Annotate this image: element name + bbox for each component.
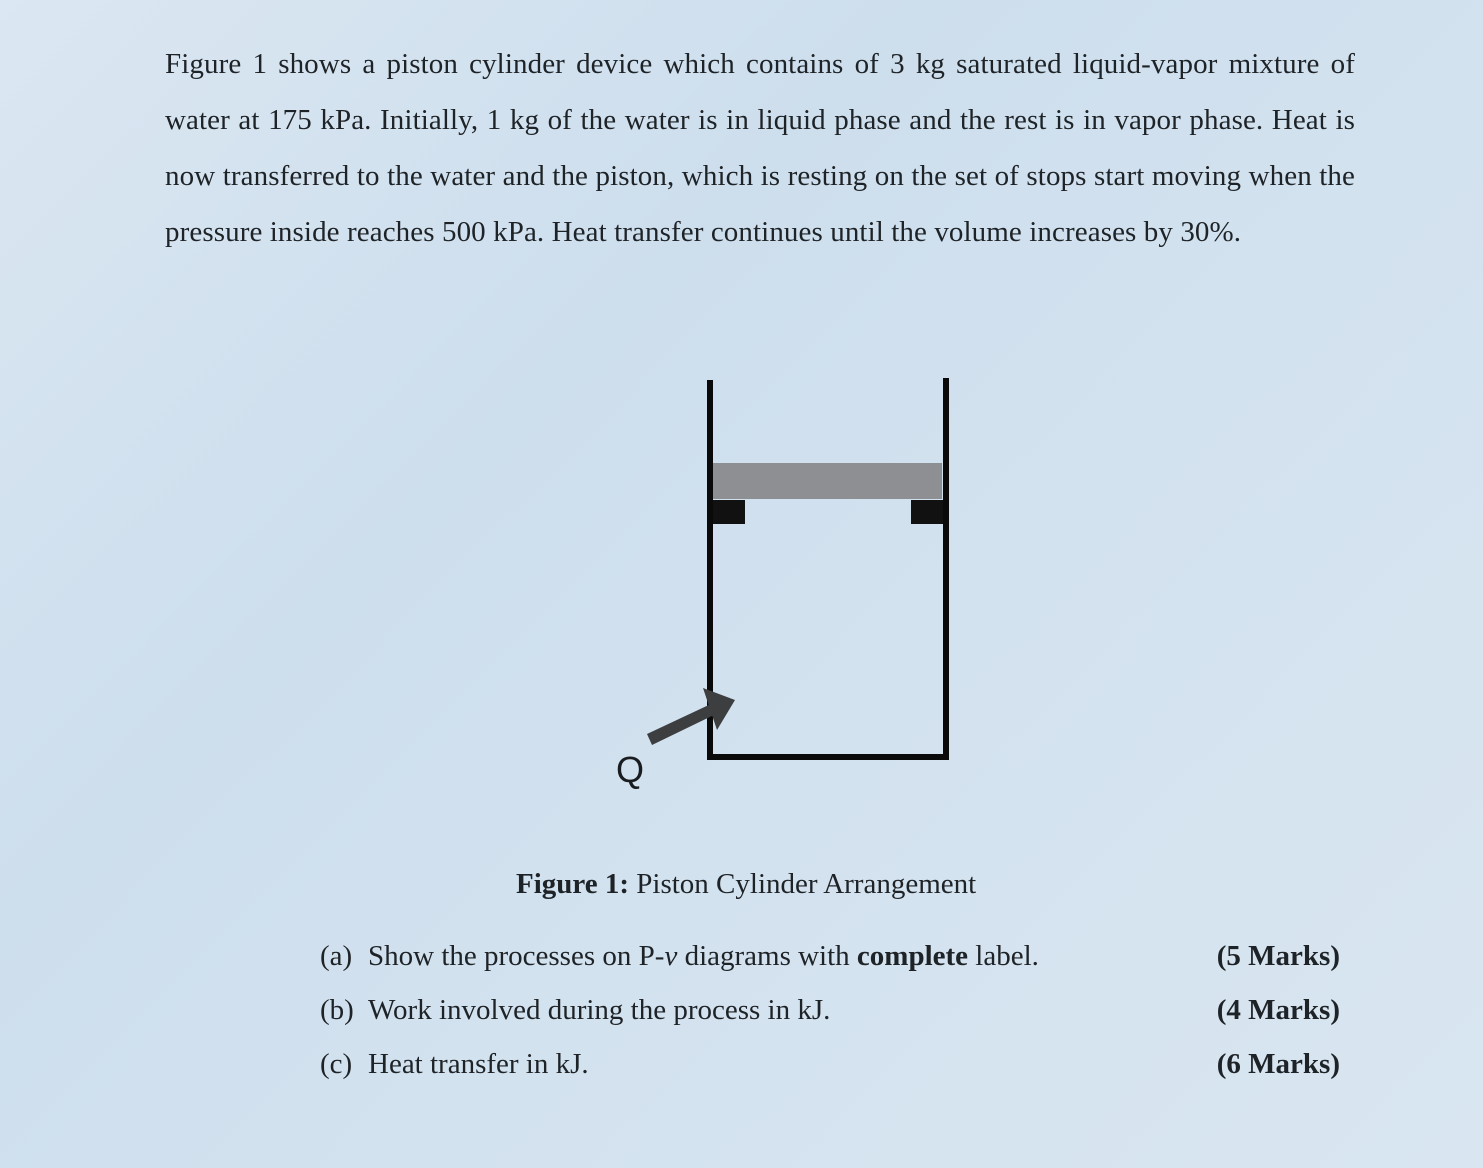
question-letter: (b)	[320, 994, 354, 1026]
question-text-part: label.	[968, 940, 1039, 972]
question-marks: (6 Marks)	[1216, 1048, 1340, 1080]
piston-cylinder-figure	[600, 370, 1000, 810]
piston-cylinder-diagram	[600, 370, 1000, 810]
question-b	[320, 990, 1340, 1044]
piston	[713, 463, 942, 499]
pv-v: v	[664, 940, 678, 972]
question-text-part: diagrams with	[677, 940, 857, 972]
heat-label: Q	[616, 749, 645, 790]
heat-arrow	[647, 688, 735, 745]
pv-p: P-	[638, 940, 665, 972]
question-text: Heat transfer in kJ.	[368, 1048, 589, 1080]
question-letter: (c)	[320, 1048, 353, 1080]
question-marks: (5 Marks)	[1216, 940, 1340, 972]
question-letter: (a)	[320, 940, 353, 972]
caption-text: Piston Cylinder Arrangement	[636, 868, 977, 900]
question-bold-word: complete	[856, 940, 969, 972]
question-list	[320, 936, 1340, 1098]
question-text-part: Show the processes on	[368, 940, 639, 972]
question-text: Work involved during the process in kJ.	[368, 994, 831, 1026]
caption-label: Figure 1:	[516, 868, 630, 900]
question-marks: (4 Marks)	[1216, 994, 1340, 1026]
question-text	[368, 936, 1039, 976]
question-a	[320, 936, 1340, 990]
left-stop	[713, 500, 745, 524]
problem-statement: Figure 1 shows a piston cylinder device which contains of 3 kg saturated liquid-vapor mixture of water at 175 kPa. Initially, 1 kg of the water is in liquid phase and the rest is in vapor phase. Heat is now transferred to the water and the piston, which is resting on the set of stops start moving when the pressure inside reaches 500 kPa. Heat transfer continues until the volume increases by 30%.	[165, 48, 1355, 248]
figure-caption	[516, 866, 976, 902]
right-stop	[911, 500, 943, 524]
question-c	[320, 1044, 1340, 1098]
